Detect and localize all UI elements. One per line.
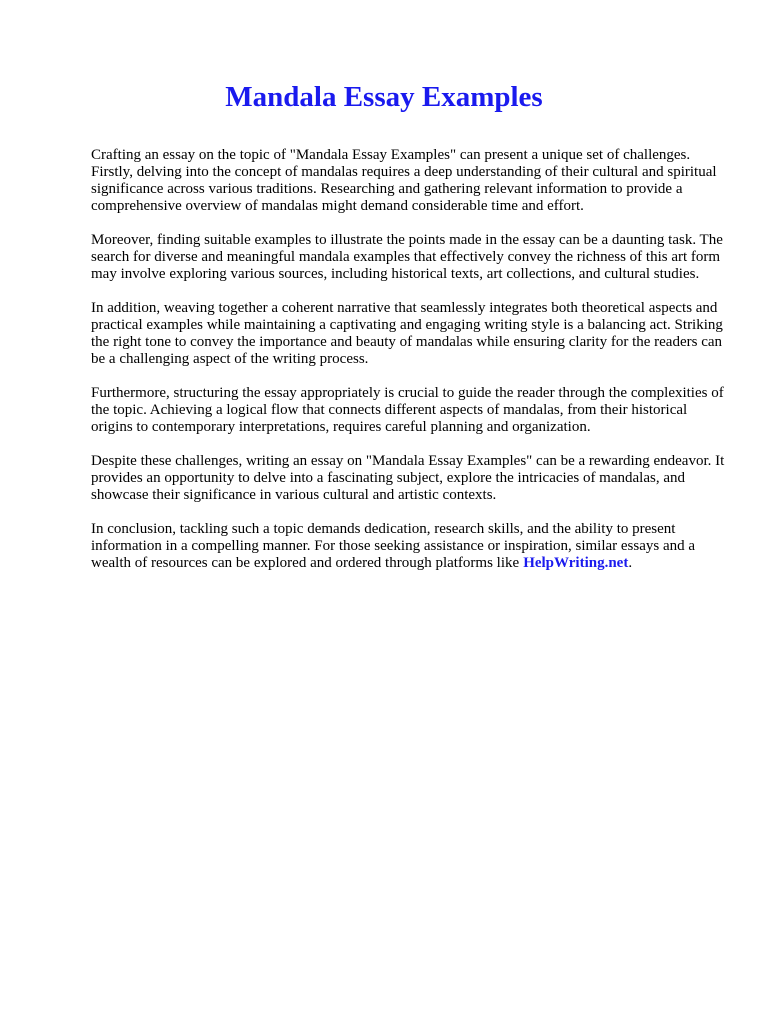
paragraph-5: Despite these challenges, writing an essay on "Mandala Essay Examples" can be a rewarding endeavor. It provides an opportunity to delve into a fascinating subject, explore the intricacies of mandalas, and showcase their significance in various cultural and artistic contexts. [91,453,725,503]
paragraph-2: Moreover, finding suitable examples to illustrate the points made in the essay can be a daunting task. The search for diverse and meaningful mandala examples that effectively convey the richness of this art form may involve exploring various sources, including historical texts, art collections, and cultural studies. [91,232,723,282]
conclusion-period: . [628,555,633,571]
essay-body [91,147,731,589]
helpwriting-link[interactable]: HelpWriting.net [523,555,629,571]
paragraph-conclusion [91,521,731,572]
page-title: Mandala Essay Examples [225,81,543,113]
paragraph-1: Crafting an essay on the topic of "Mandala Essay Examples" can present a unique set of challenges. Firstly, delving into the concept of mandalas requires a deep understanding of their cultural and spiritual significance across various traditions. Researching and gathering relevant information to provide a comprehensive overview of mandalas might demand considerable time and effort. [91,147,717,214]
conclusion-text: In conclusion, tackling such a topic demands dedication, research skills, and the ability to present information in a compelling manner. For those seeking assistance or inspiration, similar essays and a wealth of resources can be explored and ordered through platforms like [91,521,696,571]
paragraph-4: Furthermore, structuring the essay appropriately is crucial to guide the reader through the complexities of the topic. Achieving a logical flow that connects different aspects of mandalas, from their historical origins to contemporary interpretations, requires careful planning and organization. [91,385,724,435]
paragraph-3: In addition, weaving together a coherent narrative that seamlessly integrates both theoretical aspects and practical examples while maintaining a captivating and engaging writing style is a balancing act. Striking the right tone to convey the importance and beauty of mandalas while ensuring clarity for the readers can be a challenging aspect of the writing process. [91,300,723,367]
